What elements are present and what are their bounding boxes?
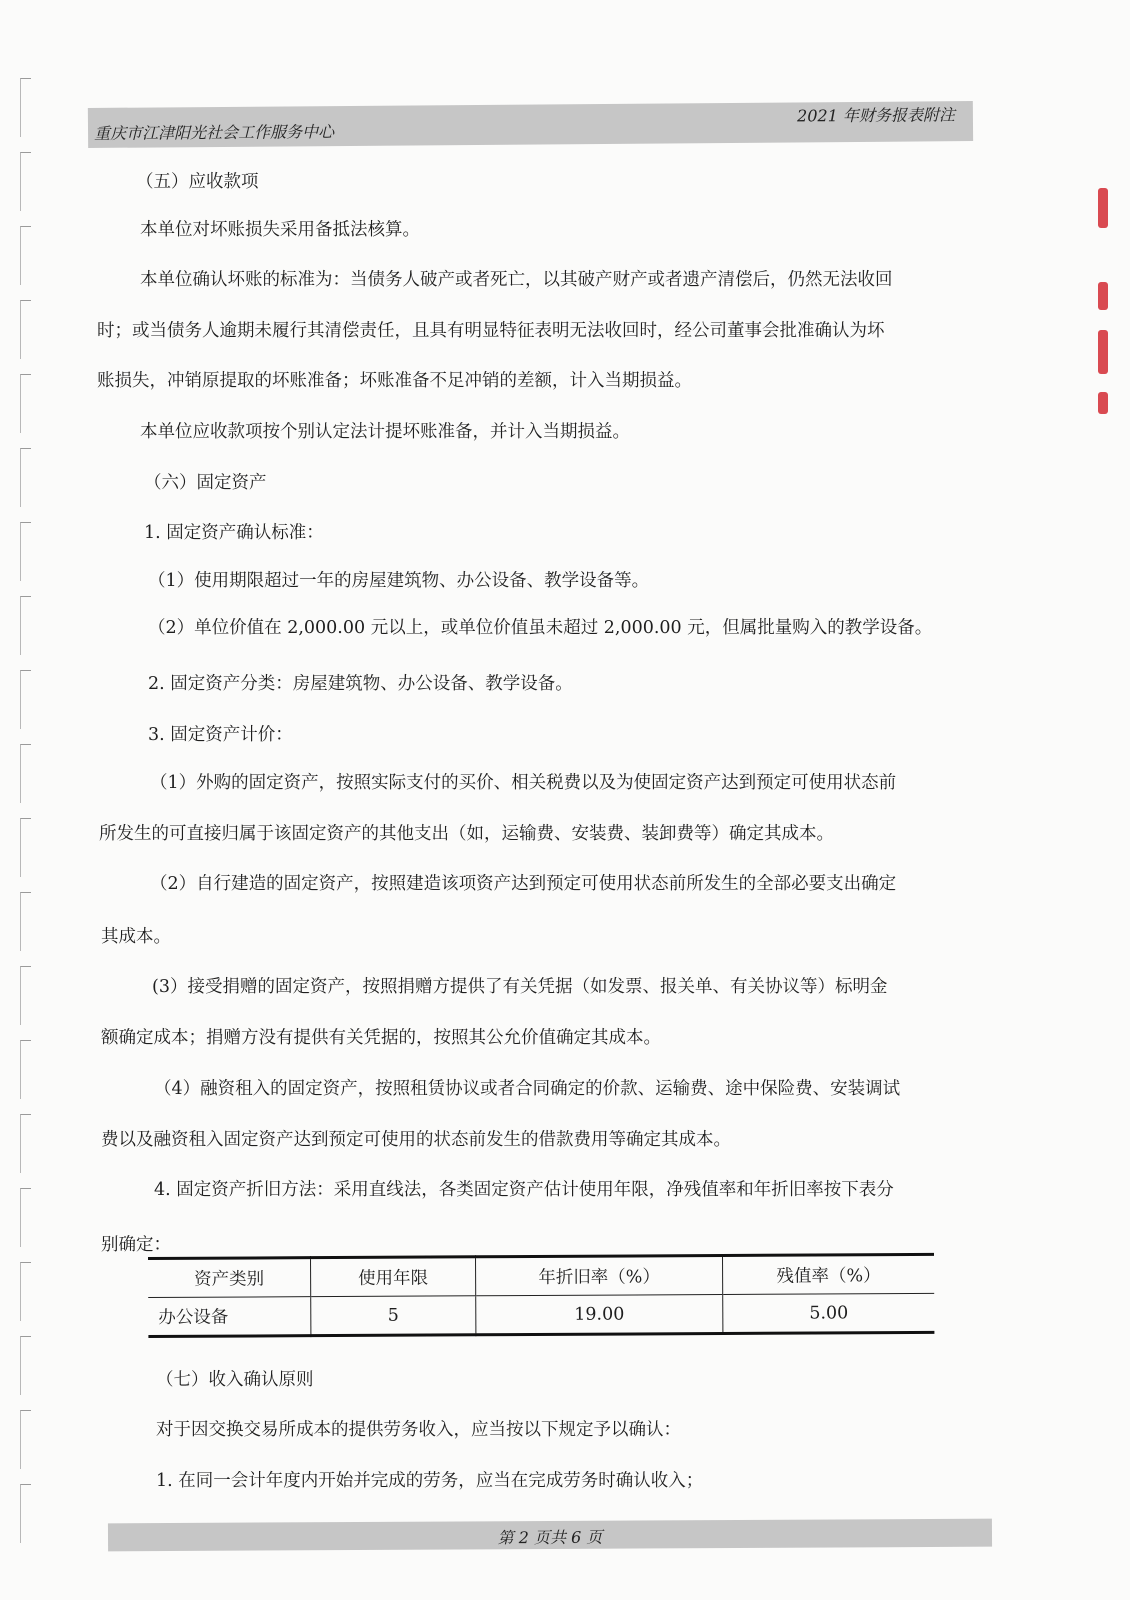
column-header: 年折旧率（%） [476,1255,723,1295]
table-header-row [148,1254,934,1297]
paragraph: 对于因交换交易所成本的提供劳务收入，应当按以下规定予以确认： [156,1420,681,1440]
binding-margin-marks [0,0,48,1600]
paragraph: 所发生的可直接归属于该固定资产的其他支出（如，运输费、安装费、装卸费等）确定其成本。 [99,824,834,844]
paragraph: 3. 固定资产计价： [148,725,293,745]
paragraph: (3）接受捐赠的固定资产，按照捐赠方提供了有关凭据（如发票、报关单、有关协议等）标明金 [152,977,888,997]
table-cell: 办公设备 [158,1307,229,1328]
paragraph: （2）单位价值在 2,000.00 元以上，或单位价值虽未超过 2,000.00 元，但属批量购入的教学设备。 [148,618,933,638]
red-seal-fragment [1098,392,1108,414]
paragraph: （1）外购的固定资产，按照实际支付的买价、相关税费以及为使固定资产达到预定可使用状态前 [150,773,897,793]
paragraph: 本单位对坏账损失采用备抵法核算。 [140,220,420,240]
section-6-title: （六）固定资产 [144,473,267,493]
table-cell: 5 [311,1296,476,1336]
paragraph: 2. 固定资产分类：房屋建筑物、办公设备、教学设备。 [148,674,573,694]
paragraph: 4. 固定资产折旧方法：采用直线法，各类固定资产估计使用年限，净残值率和年折旧率按下表分 [154,1180,894,1200]
table-cell: 19.00 [476,1294,723,1334]
paragraph: （1）使用期限超过一年的房屋建筑物、办公设备、教学设备等。 [148,571,650,591]
paragraph: 别确定： [101,1235,171,1255]
paragraph: 费以及融资租入固定资产达到预定可使用的状态前发生的借款费用等确定其成本。 [101,1130,731,1150]
red-seal-fragment [1098,282,1108,310]
paragraph: 时；或当债务人逾期未履行其清偿责任，且具有明显特征表明无法收回时，经公司董事会批准确认为坏 [97,321,885,341]
section-5-title: （五）应收款项 [136,172,259,192]
header-organization: 重庆市江津阳光社会工作服务中心 [93,122,335,143]
table-row [148,1293,934,1336]
red-seal-fragment [1098,330,1108,374]
section-7-title: （七）收入确认原则 [156,1370,314,1390]
column-header: 残值率（%） [723,1254,935,1294]
column-header: 资产类别 [194,1269,265,1290]
paragraph: 本单位确认坏账的标准为：当债务人破产或者死亡，以其破产财产或者遗产清偿后，仍然无法收回 [140,270,893,290]
paragraph: （2）自行建造的固定资产，按照建造该项资产达到预定可使用状态前所发生的全部必要支出确定 [150,874,897,894]
column-header: 使用年限 [311,1257,476,1297]
table-cell: 5.00 [723,1293,935,1333]
paragraph: 1. 固定资产确认标准： [144,523,324,543]
paragraph: 本单位应收款项按个别认定法计提坏账准备，并计入当期损益。 [140,422,630,442]
paragraph: （4）融资租入的固定资产，按照租赁协议或者合同确定的价款、运输费、途中保险费、安装调试 [154,1079,901,1099]
page-number: 第 2 页共 6 页 [497,1527,603,1548]
depreciation-table [148,1253,934,1338]
paragraph: 其成本。 [101,927,171,947]
paragraph: 账损失，冲销原提取的坏账准备；坏账准备不足冲销的差额，计入当期损益。 [97,371,692,391]
paragraph: 额确定成本；捐赠方没有提供有关凭据的，按照其公允价值确定其成本。 [101,1028,661,1048]
header-report-title: 2021 年财务报表附注 [797,105,955,126]
page-footer [108,1519,992,1552]
page-header [88,101,973,148]
red-seal-fragment [1098,188,1108,228]
paragraph: 1. 在同一会计年度内开始并完成的劳务，应当在完成劳务时确认收入； [156,1471,704,1491]
